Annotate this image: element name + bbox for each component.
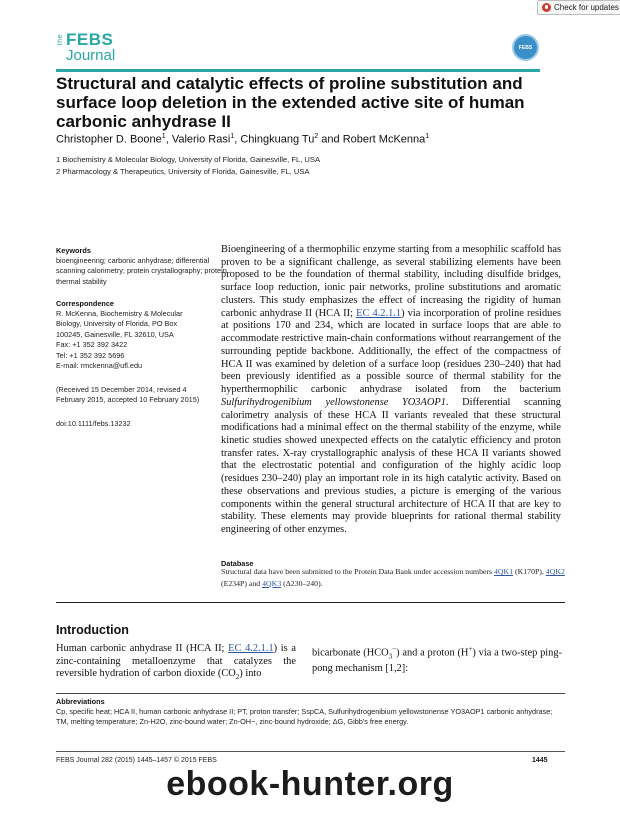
intro-subscript: 2	[235, 673, 240, 682]
update-icon	[542, 3, 551, 12]
abstract-text: . Differential scanning calorimetry analysis of these HCA II variants revealed that these structural modifications had a minimal effect on the thermal stability of the enzyme, while kinetic studies showed unexpected effects on the catalytic efficiency and proton transfer rates. X-ray crystallographic analysis of these HCA II variants showed that the electrostatic potential and configuration of the highly acidic loop (residues 230–240) play an important role in its high catalytic activity. Based on these observations and previous studies, a picture is emerging of the various components within the general structural architecture of HCA II that are key to stability. These elements may provide blueprints for rational thermal stability engineering of other enzymes.	[221, 396, 561, 536]
correspondence-heading: Correspondence	[56, 299, 114, 308]
logo-febs-text: FEBS	[66, 30, 114, 49]
author-name: Christopher D. Boone	[56, 133, 162, 146]
seal-text: FEBS	[518, 44, 533, 51]
author-name: Chingkuang Tu	[240, 133, 315, 146]
abstract-text: ) via incorporation of proline residues at positions 170 and 234, which are located in surface loops that are able to accommodate restrictive main-chain conformations without rearrangement of the surrounding peptide backbone. Additionally, the effect of the compactness of HCA II was examined by deletion of a surface loop (residues 230–240) that had been previously identified as a possible source of thermal stability for the hyperthermophilic carbonic anhydrase isolated from the bacterium	[221, 307, 561, 396]
author-list	[56, 133, 429, 146]
pdb-link-4qk2[interactable]: 4QK2	[545, 567, 565, 576]
received-dates: (Received 15 December 2014, revised 4 February 2015, accepted 10 February 2015)	[56, 385, 200, 405]
logo-journal-text: Journal	[66, 47, 116, 64]
author-name: Robert McKenna	[342, 133, 426, 146]
footer-rule	[56, 751, 565, 752]
correspondence-line: 100245, Gainesville, FL 32610, USA	[56, 329, 174, 339]
abstract-text: Bioengineering of a thermophilic enzyme starting from a mesophilic scaffold has proven to be a significant challenge, as several stabilizing elements have been proposed to be the foundation of thermal stability, including disulfide bridges, surface loop reduction, ionic pair networks, proline substitutions and aromatic clusters. This study emphasizes the effect of increasing the rigidity of human carbonic anhydrase II (HCA II;	[221, 244, 561, 319]
keywords-heading: Keywords	[56, 246, 91, 255]
intro-text: Human carbonic anhydrase II (HCA II;	[56, 643, 229, 654]
introduction-left-column	[56, 643, 296, 684]
correspondence-line: Tel: +1 352 392 5696	[56, 350, 125, 360]
intro-subscript: 3	[388, 652, 393, 661]
correspondence-line: Biology, University of Florida, PO Box	[56, 319, 178, 329]
intro-text: bicarbonate (HCO	[312, 647, 389, 659]
header-rule	[56, 69, 540, 72]
affiliation-1: 1 Biochemistry & Molecular Biology, University of Florida, Gainesville, FL, USA	[56, 155, 321, 164]
database-note: (E234P) and	[221, 578, 263, 588]
correspondence-block	[56, 309, 226, 371]
author-separator: ,	[234, 133, 241, 146]
database-text	[221, 566, 566, 589]
author-separator: and	[318, 133, 343, 146]
author-separator: ,	[165, 133, 172, 146]
febs-seal-icon	[512, 34, 539, 61]
author-affiliation-mark: 1	[425, 133, 430, 140]
intro-superscript: −	[392, 645, 397, 653]
intro-text: ) via a two-step ping-pong mechanism [1,2]:	[312, 647, 562, 675]
intro-superscript: +	[468, 645, 473, 653]
keywords-text: bioengineering; carbonic anhydrase; differential scanning calorimetry; protein crystallography; protein thermal stability	[56, 256, 227, 286]
correspondence-line: Fax: +1 352 392 3422	[56, 340, 128, 350]
intro-text: ) into	[239, 668, 262, 679]
abbreviations-rule	[56, 693, 565, 694]
check-for-updates-button[interactable]	[537, 0, 620, 15]
article-title: Structural and catalytic effects of proline substitution and surface loop deletion in the extended active site of human carbonic anhydrase II	[56, 74, 525, 131]
footer-citation: FEBS Journal 282 (2015) 1445–1457 © 2015 FEBS	[56, 757, 217, 764]
affiliation-2: 2 Pharmacology & Therapeutics, University of Florida, Gainesville, FL, USA	[56, 167, 310, 176]
abbreviations-heading: Abbreviations	[56, 697, 105, 706]
pdb-link-4qk3[interactable]: 4QK3	[262, 578, 282, 588]
section-rule	[56, 602, 565, 603]
author-affiliation-mark: 1	[230, 133, 235, 140]
database-heading: Database	[221, 559, 254, 568]
intro-ec-link[interactable]: EC 4.2.1.1	[228, 643, 274, 654]
correspondence-email: E-mail: rmckenna@ufl.edu	[56, 361, 143, 371]
database-sentence: Structural data have been submitted to the Protein Data Bank under accession numbers	[221, 567, 495, 576]
database-note: (K170P),	[513, 567, 546, 576]
author-affiliation-mark: 2	[314, 133, 319, 140]
check-for-updates-label: Check for updates	[554, 3, 619, 12]
abstract	[221, 244, 561, 537]
author-affiliation-mark: 1	[161, 133, 166, 140]
intro-text: ) and a proton (H	[396, 647, 469, 659]
doi: doi:10.1111/febs.13232	[56, 419, 131, 428]
ec-number-link[interactable]: EC 4.2.1.1	[356, 307, 402, 319]
abbreviations-text: Cp, specific heat; HCA II, human carbonic anhydrase II; PT, proton transfer; SspCA, Sulfurihydrogenibium yellowstonense YO3AOP1 carbonic anhydrase; TM, melting temperature; Zn-H2O, zinc-bound water; Zn-OH−, zinc-bound hydroxide; ΔG, Gibb's free energy.	[56, 707, 553, 727]
introduction-heading: Introduction	[56, 623, 129, 637]
database-note: (Δ230–240).	[281, 578, 323, 588]
author-name: Valerio Rasi	[171, 133, 231, 146]
logo-the-text: the	[57, 34, 64, 46]
intro-text: ) is a zinc-containing metalloenzyme that catalyzes the reversible hydration of carbon dioxide (CO	[56, 643, 296, 679]
watermark: ebook-hunter.org	[166, 765, 454, 803]
journal-logo	[57, 30, 117, 66]
correspondence-line: R. McKenna, Biochemistry & Molecular	[56, 309, 183, 318]
pdb-link-4qk1[interactable]: 4QK1	[494, 567, 514, 576]
page-number: 1445	[532, 757, 548, 764]
introduction-right-column	[312, 643, 562, 676]
organism-name: Sulfurihydrogenibium yellowstonense YO3AOP1	[221, 396, 446, 408]
